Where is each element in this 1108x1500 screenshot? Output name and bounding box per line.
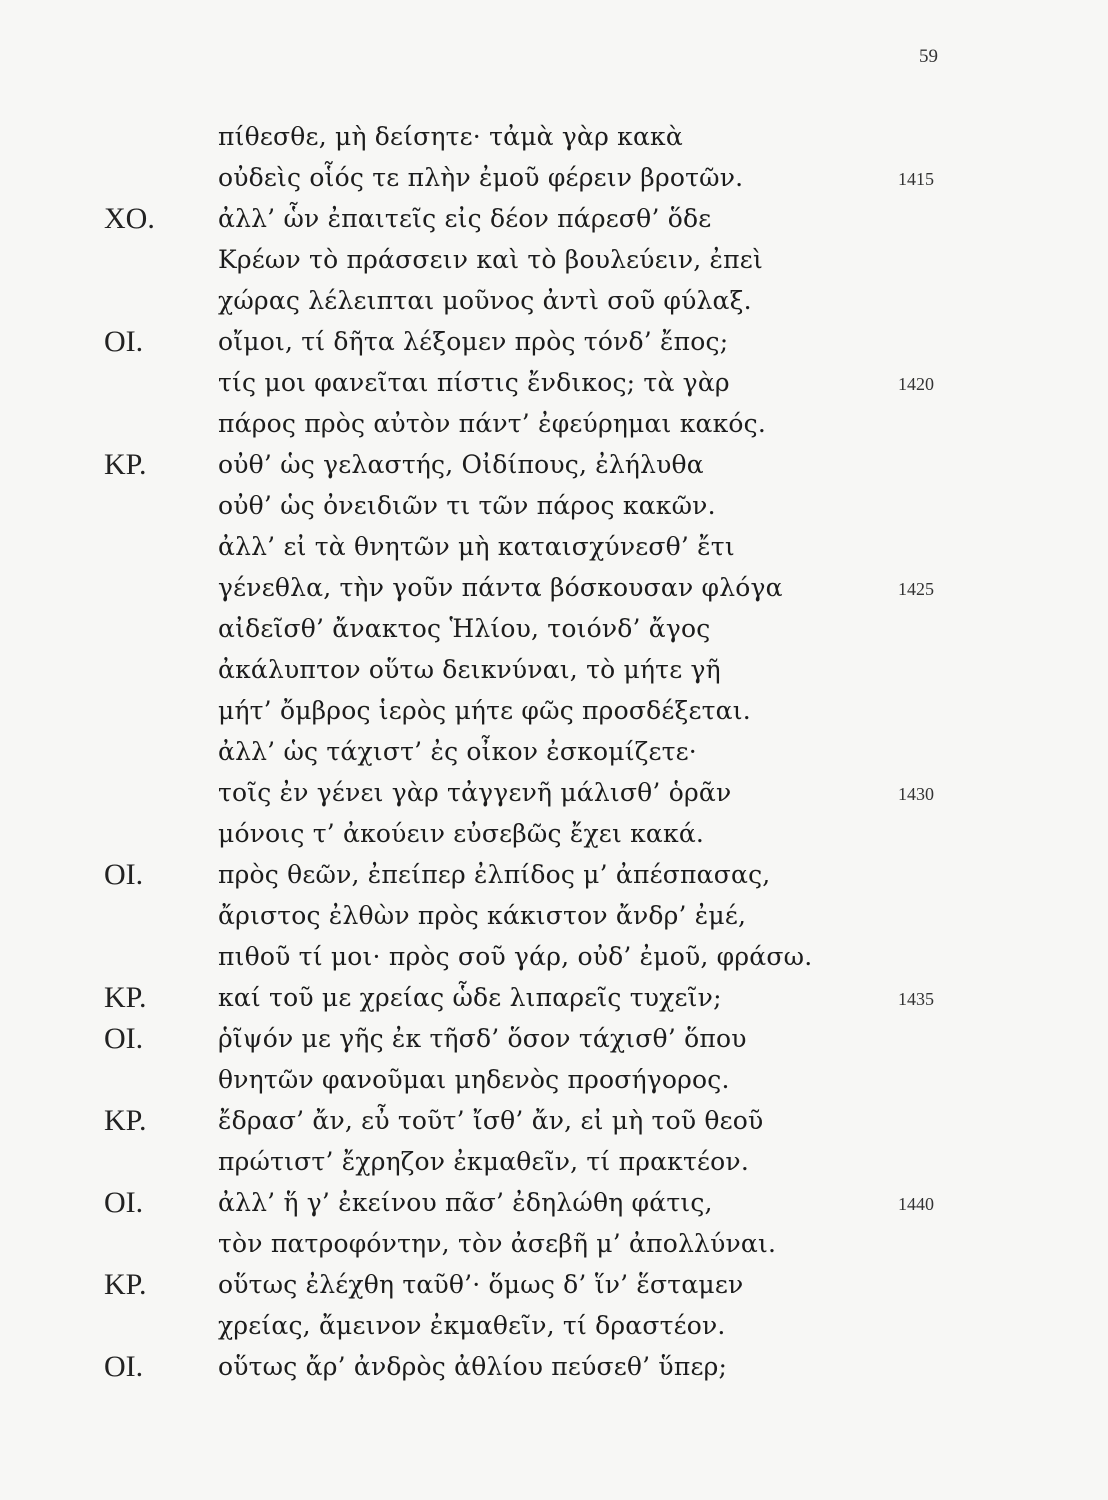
speaker-label: ΚΡ. bbox=[104, 1268, 147, 1301]
verse-line bbox=[0, 979, 1108, 1019]
verse-line bbox=[0, 1307, 1108, 1347]
verse-text: ῥῖψόν με γῆς ἐκ τῆσδ’ ὅσον τάχισθ’ ὅπου bbox=[218, 1024, 747, 1053]
verse-text: χρείας, ἄμεινον ἐκμαθεῖν, τί δραστέον. bbox=[218, 1311, 726, 1340]
verse-text: ἀλλ’ ὡς τάχιστ’ ἐς οἶκον ἐσκομίζετε· bbox=[218, 737, 697, 766]
verse-text: Κρέων τὸ πράσσειν καὶ τὸ βουλεύειν, ἐπεὶ bbox=[218, 245, 763, 274]
verse-text: πίθεσθε, μὴ δείσητε· τἀμὰ γὰρ κακὰ bbox=[218, 122, 683, 151]
speaker-label: ΟΙ. bbox=[104, 1022, 144, 1055]
verse-line bbox=[0, 1184, 1108, 1224]
verse-line bbox=[0, 323, 1108, 363]
verse-text: ἀλλ’ εἰ τὰ θνητῶν μὴ καταισχύνεσθ’ ἔτι bbox=[218, 532, 735, 561]
verse-text: χώρας λέλειπται μοῦνος ἀντὶ σοῦ φύλαξ. bbox=[218, 286, 752, 315]
verse-line bbox=[0, 733, 1108, 773]
verse-line bbox=[0, 897, 1108, 937]
speaker-label: ΚΡ. bbox=[104, 448, 147, 481]
verse-line bbox=[0, 1102, 1108, 1142]
verse-line bbox=[0, 282, 1108, 322]
verse-text: γένεθλα, τὴν γοῦν πάντα βόσκουσαν φλόγα bbox=[218, 573, 783, 602]
verse-line bbox=[0, 405, 1108, 445]
verse-line bbox=[0, 159, 1108, 199]
verse-line bbox=[0, 487, 1108, 527]
verse-text: οὐθ’ ὡς ὀνειδιῶν τι τῶν πάρος κακῶν. bbox=[218, 491, 716, 520]
line-number: 1435 bbox=[898, 989, 934, 1009]
verse-text: τίς μοι φανεῖται πίστις ἔνδικος; τὰ γὰρ bbox=[218, 368, 730, 397]
verse-text: τοῖς ἐν γένει γὰρ τἀγγενῆ μάλισθ’ ὁρᾶν bbox=[218, 778, 732, 807]
verse-text: οὕτως ἄρ’ ἀνδρὸς ἀθλίου πεύσεθ’ ὕπερ; bbox=[218, 1352, 728, 1381]
verse-text: μόνοις τ’ ἀκούειν εὐσεβῶς ἔχει κακά. bbox=[218, 819, 705, 848]
verse-line bbox=[0, 569, 1108, 609]
verse-text: πρώτιστ’ ἔχρηζον ἐκμαθεῖν, τί πρακτέον. bbox=[218, 1147, 749, 1176]
verse-line bbox=[0, 1225, 1108, 1265]
verse-line bbox=[0, 1266, 1108, 1306]
verse-line bbox=[0, 856, 1108, 896]
verse-line bbox=[0, 118, 1108, 158]
speaker-label: ΧΟ. bbox=[104, 202, 155, 235]
verse-text: ἔδρασ’ ἄν, εὖ τοῦτ’ ἴσθ’ ἄν, εἰ μὴ τοῦ θεοῦ bbox=[218, 1106, 764, 1135]
speaker-label: ΟΙ. bbox=[104, 1186, 144, 1219]
verse-line bbox=[0, 692, 1108, 732]
verse-line bbox=[0, 528, 1108, 568]
verse-text: ἀλλ’ ἥ γ’ ἐκείνου πᾶσ’ ἐδηλώθη φάτις, bbox=[218, 1188, 713, 1217]
verse-line bbox=[0, 610, 1108, 650]
verse-line bbox=[0, 1020, 1108, 1060]
verse-line bbox=[0, 1143, 1108, 1183]
verse-line bbox=[0, 446, 1108, 486]
page-number: 59 bbox=[919, 46, 938, 67]
speaker-label: ΟΙ. bbox=[104, 325, 144, 358]
speaker-label: ΟΙ. bbox=[104, 1350, 144, 1383]
verse-line bbox=[0, 938, 1108, 978]
verse-line bbox=[0, 774, 1108, 814]
verse-text: πιθοῦ τί μοι· πρὸς σοῦ γάρ, οὐδ’ ἐμοῦ, φράσω. bbox=[218, 942, 813, 971]
verse-line bbox=[0, 200, 1108, 240]
line-number: 1420 bbox=[898, 374, 934, 394]
verse-line bbox=[0, 241, 1108, 281]
line-number: 1430 bbox=[898, 784, 934, 804]
verse-text: οἴμοι, τί δῆτα λέξομεν πρὸς τόνδ’ ἔπος; bbox=[218, 327, 729, 356]
line-number: 1440 bbox=[898, 1194, 934, 1214]
verse-text: τὸν πατροφόντην, τὸν ἀσεβῆ μ’ ἀπολλύναι. bbox=[218, 1229, 777, 1258]
verse-text: ἀκάλυπτον οὕτω δεικνύναι, τὸ μήτε γῆ bbox=[218, 655, 721, 684]
verse-line bbox=[0, 364, 1108, 404]
verse-text: πάρος πρὸς αὐτὸν πάντ’ ἐφεύρημαι κακός. bbox=[218, 409, 767, 438]
verse-line bbox=[0, 1061, 1108, 1101]
verse-text: πρὸς θεῶν, ἐπείπερ ἐλπίδος μ’ ἀπέσπασας, bbox=[218, 860, 771, 889]
verse-text: ἄριστος ἐλθὼν πρὸς κάκιστον ἄνδρ’ ἐμέ, bbox=[218, 901, 747, 930]
speaker-label: ΚΡ. bbox=[104, 1104, 147, 1137]
line-number: 1425 bbox=[898, 579, 934, 599]
verse-line bbox=[0, 651, 1108, 691]
speaker-label: ΚΡ. bbox=[104, 981, 147, 1014]
verse-text: οὐδεὶς οἷός τε πλὴν ἐμοῦ φέρειν βροτῶν. bbox=[218, 163, 744, 192]
verse-text: μήτ’ ὄμβρος ἱερὸς μήτε φῶς προσδέξεται. bbox=[218, 696, 751, 725]
verse-text: οὕτως ἐλέχθη ταῦθ’· ὅμως δ’ ἵν’ ἕσταμεν bbox=[218, 1270, 744, 1299]
speaker-label: ΟΙ. bbox=[104, 858, 144, 891]
verse-text: θνητῶν φανοῦμαι μηδενὸς προσήγορος. bbox=[218, 1065, 730, 1094]
verse-line bbox=[0, 815, 1108, 855]
verse-line bbox=[0, 1348, 1108, 1388]
verse-text: ἀλλ’ ὧν ἐπαιτεῖς εἰς δέον πάρεσθ’ ὅδε bbox=[218, 204, 712, 233]
verse-text: αἰδεῖσθ’ ἄνακτος Ἡλίου, τοιόνδ’ ἄγος bbox=[218, 614, 711, 643]
verse-text-block bbox=[0, 118, 1108, 1408]
line-number: 1415 bbox=[898, 169, 934, 189]
verse-text: οὐθ’ ὡς γελαστής, Οἰδίπους, ἐλήλυθα bbox=[218, 450, 704, 479]
verse-text: καί τοῦ με χρείας ὧδε λιπαρεῖς τυχεῖν; bbox=[218, 983, 722, 1012]
